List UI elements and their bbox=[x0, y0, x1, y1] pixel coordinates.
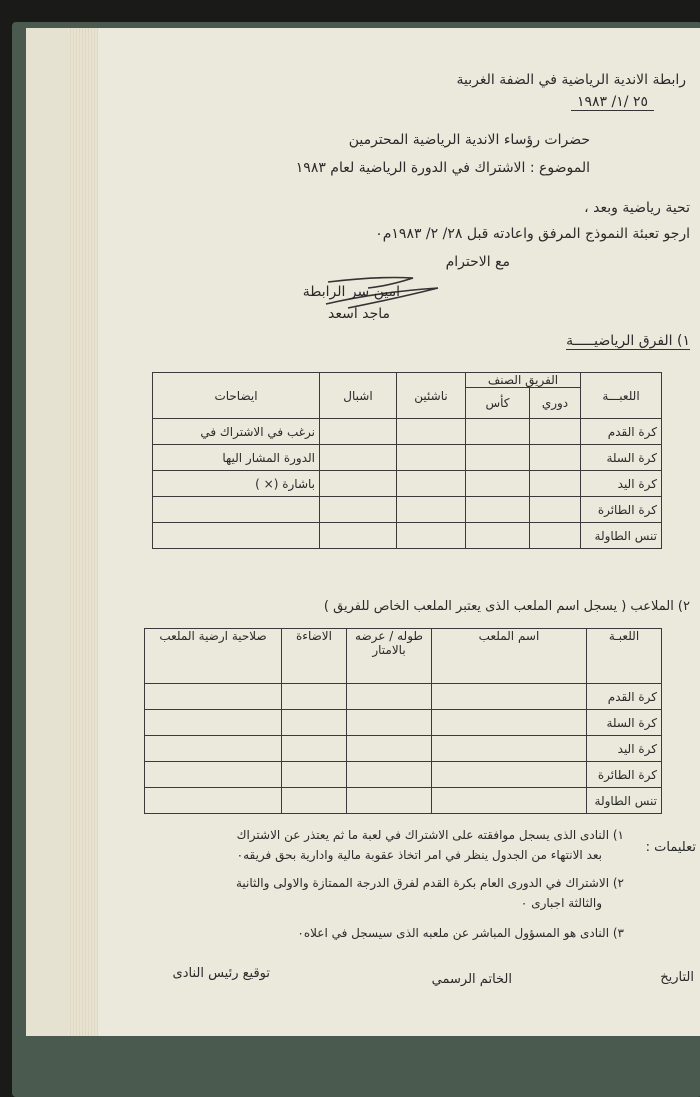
footer-date: التاريخ bbox=[660, 970, 694, 985]
section1-heading: ١) الفرق الرياضيـــــة bbox=[566, 333, 690, 349]
table-row bbox=[145, 710, 662, 736]
table-row bbox=[153, 445, 662, 471]
game-name: تنس الطاولة bbox=[581, 523, 662, 549]
salutation: حضرات رؤساء الاندية الرياضية المحترمين bbox=[348, 132, 590, 148]
org-name: رابطة الاندية الرياضية في الضفة الغربية bbox=[456, 72, 686, 88]
col-cup: كأس bbox=[466, 388, 530, 419]
signatory-title: امين سر الرابطة bbox=[302, 284, 400, 300]
col-category: الفريق الصنف bbox=[466, 373, 581, 388]
footer-seal: الخاتم الرسمي bbox=[431, 972, 512, 987]
request: ارجو تعبئة النموذج المرفق واعادته قبل ٢٨/ ٢/ ١٩٨٣م٠ bbox=[375, 226, 690, 242]
game-name: كرة القدم bbox=[581, 419, 662, 445]
instruction-2b: والثالثة اجبارى ٠ bbox=[520, 896, 602, 910]
col-cubs: اشبال bbox=[320, 373, 397, 419]
instructions-label: تعليمات : bbox=[645, 840, 696, 855]
signatory-name: ماجد اسعد bbox=[328, 306, 390, 322]
note-cell: باشارة (× ) bbox=[153, 471, 320, 497]
col-validity: صلاحية ارضية الملعب bbox=[145, 629, 282, 684]
col-lighting: الاضاءة bbox=[282, 629, 347, 684]
document-page bbox=[98, 28, 700, 1036]
letter-date: ٢٥ /١/ ١٩٨٣ bbox=[571, 94, 654, 111]
note-cell bbox=[153, 497, 320, 523]
col-stadium: اسم الملعب bbox=[432, 629, 587, 684]
table-row bbox=[145, 788, 662, 814]
dims-label: طوله / عرضه bbox=[355, 629, 423, 643]
page-edges bbox=[68, 28, 98, 1036]
table-row bbox=[145, 762, 662, 788]
col-game: اللعبـة bbox=[587, 629, 662, 684]
instruction-1a: ١) النادى الذى يسجل موافقته على الاشتراك في لعبة ما ثم يعتذر عن الاشتراك bbox=[236, 828, 624, 842]
table-row bbox=[153, 471, 662, 497]
col-game: اللعبـــة bbox=[581, 373, 662, 419]
table-row bbox=[153, 523, 662, 549]
game-name: كرة القدم bbox=[587, 684, 662, 710]
stadiums-table bbox=[144, 628, 662, 814]
game-name: كرة السلة bbox=[587, 710, 662, 736]
note-cell: الدورة المشار اليها bbox=[153, 445, 320, 471]
teams-table bbox=[152, 372, 662, 549]
greeting: تحية رياضية وبعد ، bbox=[584, 200, 690, 216]
game-name: كرة السلة bbox=[581, 445, 662, 471]
col-league: دوري bbox=[530, 388, 581, 419]
game-name: تنس الطاولة bbox=[587, 788, 662, 814]
game-name: كرة الطائرة bbox=[581, 497, 662, 523]
book-spine bbox=[26, 28, 71, 1036]
col-dims bbox=[347, 629, 432, 684]
footer-signature: توقيع رئيس النادى bbox=[172, 966, 270, 981]
dims-unit: بالامتار bbox=[372, 643, 406, 657]
note-cell bbox=[153, 523, 320, 549]
instruction-3: ٣) النادى هو المسؤول المباشر عن ملعبه الذى سيسجل في اعلاه٠ bbox=[297, 926, 624, 940]
note-cell: نرغب في الاشتراك في bbox=[153, 419, 320, 445]
section2-heading: ٢) الملاعب ( يسجل اسم الملعب الذى يعتبر الملعب الخاص للفريق ) bbox=[323, 599, 690, 614]
game-name: كرة اليد bbox=[587, 736, 662, 762]
game-name: كرة الطائرة bbox=[587, 762, 662, 788]
table-row bbox=[145, 684, 662, 710]
subject: الموضوع : الاشتراك في الدورة الرياضية لعام ١٩٨٣ bbox=[295, 160, 590, 176]
closing: مع الاحترام bbox=[445, 254, 510, 270]
table-row bbox=[153, 419, 662, 445]
instruction-1b: بعد الانتهاء من الجدول ينظر في امر اتخاذ عقوبة مالية وادارية بحق فريقه٠ bbox=[236, 848, 602, 862]
instruction-2a: ٢) الاشتراك في الدورى العام بكرة القدم لفرق الدرجة الممتازة والاولى والثانية bbox=[235, 876, 624, 890]
table-row bbox=[153, 497, 662, 523]
col-juniors: ناشئين bbox=[397, 373, 466, 419]
col-notes: ايضاحات bbox=[153, 373, 320, 419]
game-name: كرة اليد bbox=[581, 471, 662, 497]
table-row bbox=[145, 736, 662, 762]
